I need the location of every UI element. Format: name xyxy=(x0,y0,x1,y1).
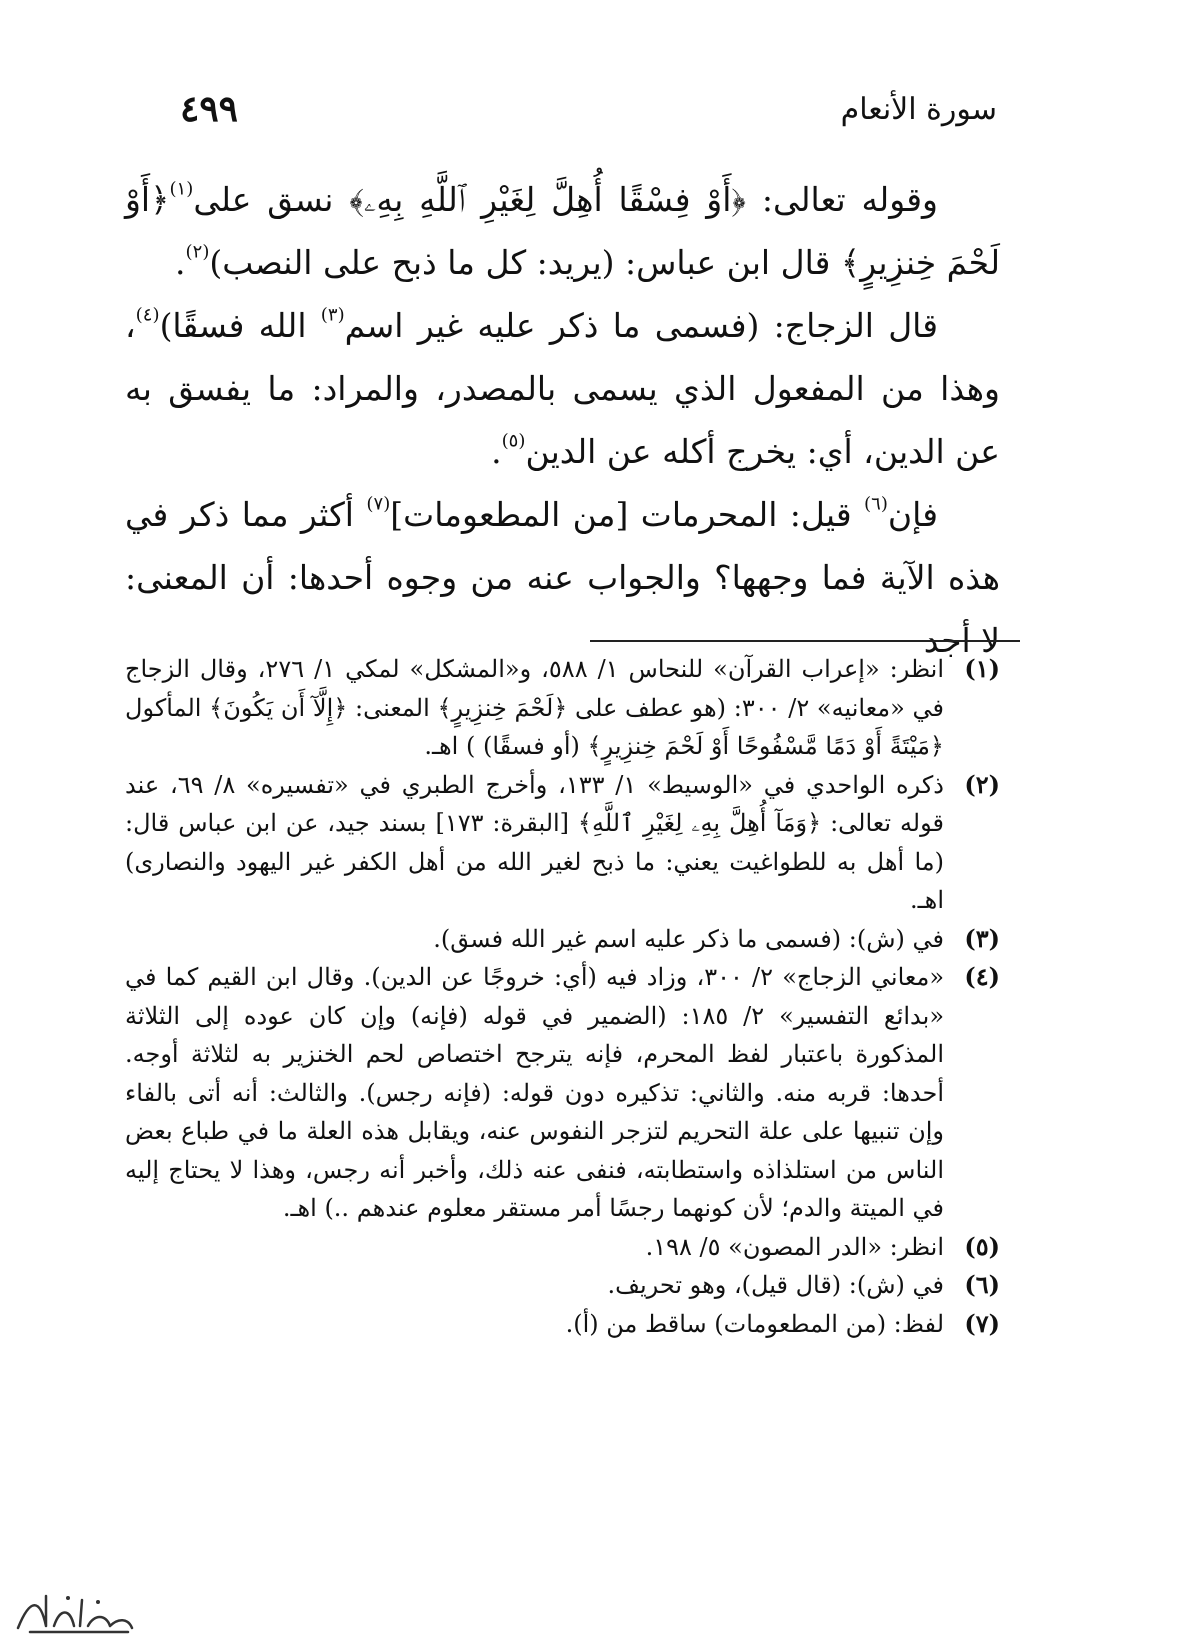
footnote-6 xyxy=(125,1266,1000,1305)
quran-quote: ﴿أَوْ فِسْقًا أُهِلَّ لِغَيْرِ ٱللَّهِ بِهِۦ﴾ xyxy=(349,180,747,219)
footnote-text: انظر: «إعراب القرآن» للنحاس ١/ ٥٨٨، و«المشكل» لمكي ١/ ٢٧٦، وقال الزجاج في «معانيه» ٢/ ٣٠٠: (هو عطف على ﴿لَحْمَ خِنزِيرٍ﴾ المعنى: ﴿إِلَّآ أَن يَكُونَ﴾ المأكول ﴿مَيْتَةً أَوْ دَمًا مَّسْفُوحًا أَوْ لَحْمَ خِنزِيرٍ﴾ (أو فسقًا) ) اهـ. xyxy=(125,655,945,760)
footnote-number: (٧) xyxy=(964,1308,1000,1338)
footnote-text: انظر: «الدر المصون» ٥/ ١٩٨. xyxy=(645,1232,944,1261)
footnote-text: ذكره الواحدي في «الوسيط» ١/ ١٣٣، وأخرج الطبري في «تفسيره» ٨/ ٦٩، عند قوله تعالى: ﴿وَمَآ أُهِلَّ بِهِۦ لِغَيْرِ ٱللَّهِ﴾ [البقرة: ١٧٣] بسند جيد، عن ابن عباس قال: (ما أهل به للطواغيت يعني: ما ذبح لغير الله من أهل الكفر غير اليهود والنصارى) اهـ. xyxy=(125,770,944,914)
watermark-logo xyxy=(10,1588,140,1640)
footnotes xyxy=(125,650,1000,1343)
footnote-7 xyxy=(125,1305,1000,1344)
paragraph-3 xyxy=(125,483,1000,672)
page-header xyxy=(180,88,997,138)
paragraph-2 xyxy=(125,294,1000,483)
surah-title: سورة الأنعام xyxy=(840,92,997,127)
quran-quote: ﴿أَوْ لَحْمَ خِنزِيرٍ﴾ xyxy=(125,180,1000,282)
text-span: . xyxy=(491,432,502,471)
text-span: قال ابن عباس: (يريد: كل ما ذبح على النصب) xyxy=(209,243,841,282)
calligraphy-logo-icon xyxy=(10,1588,140,1640)
text-span: قال الزجاج: (فسمى ما ذكر عليه غير اسم xyxy=(344,306,939,345)
footnote-divider xyxy=(590,640,1020,642)
footnote-2 xyxy=(125,766,1000,920)
footnote-text: لفظ: (من المطعومات) ساقط من (أ). xyxy=(565,1309,944,1338)
page-number: ٤٩٩ xyxy=(180,88,239,130)
text-span: أكثر مما ذكر في هذه الآية فما وجهها؟ والجواب عنه من وجوه أحدها: أن المعنى: لا أجد xyxy=(125,495,1000,660)
footnote-ref[interactable]: (٦) xyxy=(864,493,888,515)
footnote-number: (٣) xyxy=(964,923,1000,953)
text-span: فإن xyxy=(887,495,938,534)
text-span: . xyxy=(174,243,186,282)
footnote-number: (٢) xyxy=(964,769,1000,799)
text-span: الله فسقًا) xyxy=(159,306,321,345)
footnote-1 xyxy=(125,650,1000,766)
footnote-ref[interactable]: (١) xyxy=(169,178,194,200)
footnote-text: في (ش): (فسمى ما ذكر عليه اسم غير الله فسق). xyxy=(433,924,944,953)
text-span: نسق على xyxy=(193,180,350,219)
footnote-ref[interactable]: (٤) xyxy=(135,304,160,326)
text-span: وقوله تعالى: xyxy=(746,180,938,219)
footnote-number: (٥) xyxy=(964,1231,1000,1261)
footnote-ref[interactable]: (٧) xyxy=(366,493,391,515)
footnote-3 xyxy=(125,920,1000,959)
footnote-ref[interactable]: (٢) xyxy=(185,241,210,263)
footnote-4 xyxy=(125,958,1000,1228)
footnote-ref[interactable]: (٣) xyxy=(320,304,345,326)
footnote-number: (٦) xyxy=(964,1270,1000,1299)
main-text xyxy=(125,168,1000,672)
footnote-text: «معاني الزجاج» ٢/ ٣٠٠، وزاد فيه (أي: خروجًا عن الدين). وقال ابن القيم كما في «بدائع التفسير» ٢/ ١٨٥: (الضمير في قوله (فإنه) وإن كان عوده إلى الثلاثة المذكورة باعتبار لفظ المحرم، فإنه يترجح اختصاص لحم الخنزير به لثلاثة أوجه. أحدها: قربه منه. والثاني: تذكيره دون قوله: (فإنه رجس). والثالث: أنه أتى بالفاء وإن تنبيها على علة التحريم لتزجر النفوس عنه، ويقابل هذه العلة ما في طباع بعض الناس من استلذاذه واستطابته، فنفى عنه ذلك، وأخبر أنه رجس، وهذا لا يحتاج إليه في الميتة والدم؛ لأن كونهما رجسًا أمر مستقر معلوم عندهم ..) اهـ. xyxy=(125,963,945,1222)
footnote-number: (١) xyxy=(964,654,1000,683)
footnote-5 xyxy=(125,1228,1000,1267)
text-span: ، وهذا من المفعول الذي يسمى بالمصدر، والمراد: ما يفسق به عن الدين، أي: يخرج أكله عن الدين xyxy=(125,306,1000,471)
footnote-ref[interactable]: (٥) xyxy=(501,430,526,452)
text-span: قيل: المحرمات [من المطعومات] xyxy=(390,495,865,534)
paragraph-1 xyxy=(125,168,1000,294)
footnote-text: في (ش): (قال قيل)، وهو تحريف. xyxy=(607,1271,944,1299)
footnote-number: (٤) xyxy=(964,962,1000,991)
